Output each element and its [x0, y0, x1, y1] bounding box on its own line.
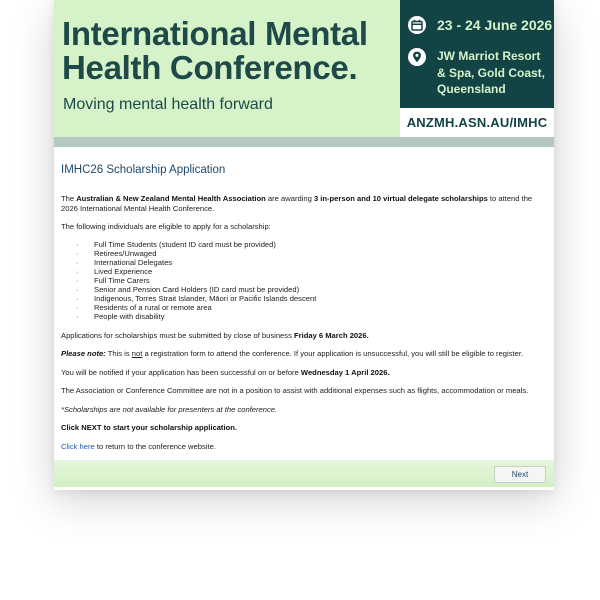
conference-title-line1: International Mental: [62, 15, 368, 52]
click-next-text: Click NEXT to start your scholarship application.: [61, 423, 237, 432]
deadline-text: Applications for scholarships must be submitted by close of business: [61, 330, 294, 340]
conference-venue: JW Marriot Resort & Spa, Gold Coast, Queensland: [437, 49, 546, 96]
presenters-note: [61, 405, 547, 415]
note-paragraph: [61, 349, 547, 359]
conference-url: ANZMH.ASN.AU/IMHC: [406, 115, 548, 130]
list-item: · Retirees/Unwaged: [76, 248, 157, 258]
form-footer: [54, 460, 554, 487]
deadline-paragraph: [61, 331, 547, 341]
form-content: [61, 163, 547, 460]
association-name: Australian & New Zealand Mental Health Association: [76, 194, 266, 203]
intro-text-mid: are awarding: [265, 194, 314, 203]
list-item-text: Retirees/Unwaged: [94, 248, 157, 258]
list-item-text: Indigenous, Torres Strait Islander, Māori or Pacific Islands descent: [94, 293, 317, 303]
click-next-instruction: [61, 423, 547, 433]
date-row: [408, 16, 552, 34]
return-paragraph: [61, 442, 547, 452]
list-item: · People with disability: [76, 311, 165, 321]
list-item-text: International Delegates: [94, 257, 173, 267]
note-label: Please note:: [61, 349, 106, 358]
calendar-icon: [408, 16, 426, 34]
list-item: · Full Time Students (student ID card must be provided): [76, 239, 276, 249]
notify-date: Wednesday 1 April 2026.: [300, 367, 390, 377]
list-item: · Residents of a rural or remote area: [76, 302, 212, 312]
eligibility-heading: The following individuals are eligible to apply for a scholarship:: [61, 222, 271, 231]
list-item: · Full Time Carers: [76, 275, 150, 285]
list-item: · Lived Experience: [76, 266, 153, 276]
return-link[interactable]: Click here: [61, 441, 95, 451]
venue-row: [408, 48, 552, 98]
list-item: · International Delegates: [76, 257, 173, 267]
return-text: to return to the conference website.: [94, 441, 216, 451]
conference-tagline: Moving mental health forward: [63, 96, 273, 113]
scholarship-count: 3 in-person and 10 virtual delegate scholarships: [313, 194, 488, 203]
presenters-text: *Scholarships are not available for presenters at the conference.: [61, 404, 278, 414]
deadline-date: Friday 6 March 2026.: [294, 330, 369, 340]
intro-paragraph: [61, 194, 547, 213]
form-title: IMHC26 Scholarship Application: [61, 164, 226, 176]
conference-title-line2: Health Conference.: [62, 49, 358, 86]
intro-text-pre: The: [61, 194, 77, 203]
note-text-pre: This is: [105, 349, 132, 358]
conference-url-box: [400, 108, 554, 137]
list-item-text: People with disability: [94, 311, 165, 321]
list-item-text: Residents of a rural or remote area: [94, 302, 212, 312]
note-not-emphasis: not: [131, 349, 143, 358]
list-item: · Indigenous, Torres Strait Islander, Māori or Pacific Islands descent: [76, 293, 317, 303]
location-pin-icon: [408, 48, 426, 66]
committee-paragraph: The Association or Conference Committee are not in a position to assist with additional expenses such as flights, accommodation or meals.: [61, 386, 529, 395]
list-item-text: Lived Experience: [94, 266, 153, 276]
next-button[interactable]: Next: [494, 466, 546, 483]
banner-divider: [54, 137, 554, 147]
list-item-text: Full Time Students (student ID card must be provided): [94, 239, 276, 249]
eligibility-list: [61, 240, 547, 321]
conference-title: [62, 17, 402, 85]
list-item-text: Senior and Pension Card Holders (ID card must be provided): [94, 284, 300, 294]
list-item: · Senior and Pension Card Holders (ID card must be provided): [76, 284, 300, 294]
note-text-post: a registration form to attend the conference. If your application is unsuccessful, you will still be eligible to register.: [142, 349, 524, 358]
conference-date: 23 - 24 June 2026: [437, 17, 553, 33]
form-card: [54, 0, 554, 490]
notify-text: You will be notified if your application has been successful on or before: [61, 367, 301, 377]
intro-text-post: to attend the 2026 International Mental Health Conference.: [61, 194, 533, 213]
list-item-text: Full Time Carers: [94, 275, 150, 285]
notify-paragraph: [61, 368, 547, 378]
conference-info-panel: [400, 0, 554, 108]
